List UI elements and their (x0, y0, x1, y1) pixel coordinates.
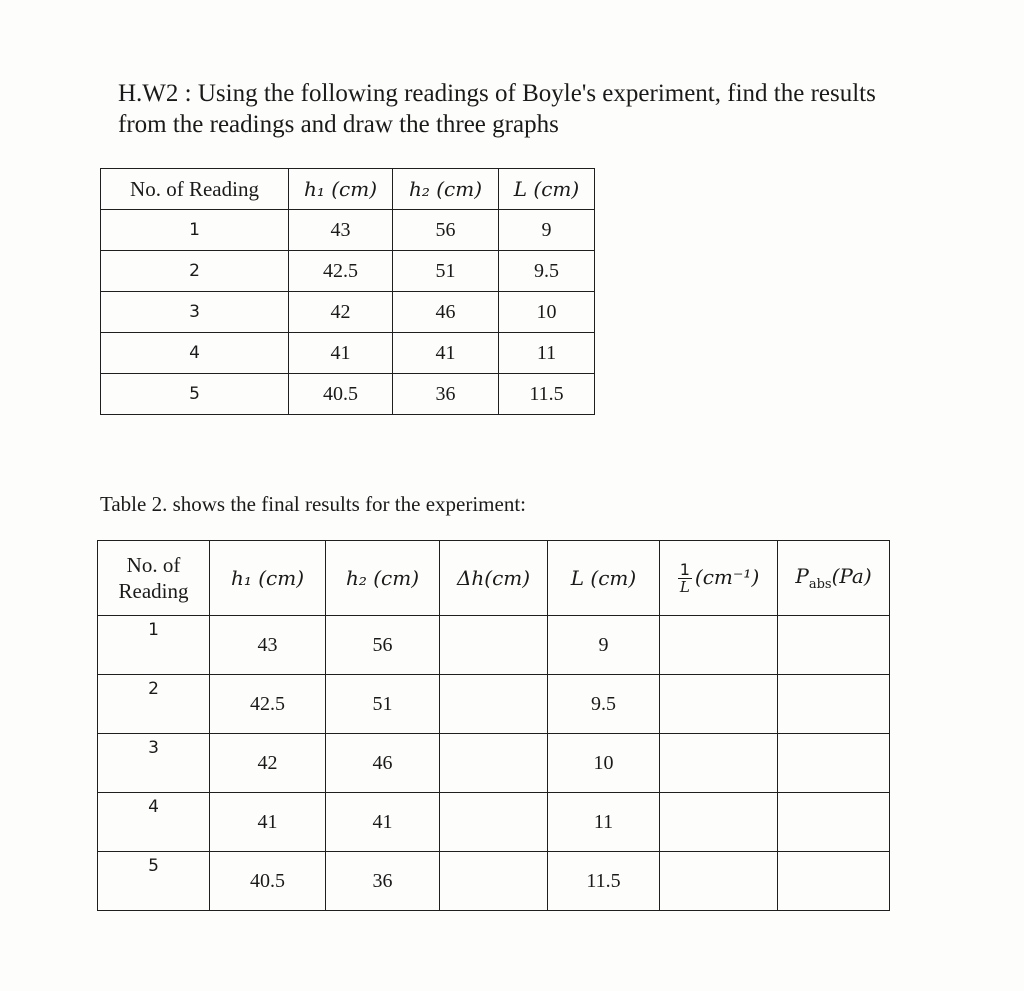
cell-h1: 42.5 (289, 251, 393, 292)
cell-reading-no: 1 (98, 616, 210, 675)
cell-h1: 42 (289, 292, 393, 333)
cell-h2: 36 (393, 374, 499, 415)
header-inverse-length (660, 541, 778, 616)
header-h2: h₂ (cm) (326, 541, 440, 616)
cell-absolute-pressure (778, 793, 890, 852)
cell-length: 11.5 (499, 374, 595, 415)
cell-reading-no: 5 (98, 852, 210, 911)
cell-h2: 51 (393, 251, 499, 292)
cell-absolute-pressure (778, 734, 890, 793)
cell-delta-h (440, 675, 548, 734)
table-row (101, 251, 595, 292)
header-h1: h₁ (cm) (289, 169, 393, 210)
cell-length: 11.5 (548, 852, 660, 911)
cell-reading-no: 5 (101, 374, 289, 415)
table-row (98, 793, 890, 852)
homework-heading (118, 78, 978, 140)
cell-reading-no: 3 (98, 734, 210, 793)
cell-reading-no: 1 (101, 210, 289, 251)
cell-reading-no: 2 (101, 251, 289, 292)
cell-inverse-length (660, 616, 778, 675)
cell-delta-h (440, 616, 548, 675)
cell-reading-no: 4 (98, 793, 210, 852)
cell-absolute-pressure (778, 616, 890, 675)
cell-h1: 43 (210, 616, 326, 675)
cell-delta-h (440, 734, 548, 793)
cell-h2: 51 (326, 675, 440, 734)
cell-length: 10 (499, 292, 595, 333)
table2-caption: Table 2. shows the final results for the experiment: (100, 492, 526, 516)
table-row (98, 734, 890, 793)
cell-length: 9 (548, 616, 660, 675)
cell-length: 9.5 (548, 675, 660, 734)
table-row (101, 210, 595, 251)
header-delta-h: Δh(cm) (440, 541, 548, 616)
header-length: L (cm) (548, 541, 660, 616)
table-header-row (101, 169, 595, 210)
header-no-of-line: No. of (126, 553, 181, 577)
readings-table (100, 168, 595, 415)
fraction-numerator: 1 (679, 559, 690, 579)
cell-length: 11 (499, 333, 595, 374)
header-length: L (cm) (499, 169, 595, 210)
pressure-unit: (Pa) (831, 564, 872, 588)
table-row (101, 333, 595, 374)
cell-length: 9.5 (499, 251, 595, 292)
header-h2: h₂ (cm) (393, 169, 499, 210)
table-row (98, 852, 890, 911)
cell-h1: 40.5 (289, 374, 393, 415)
cell-h1: 41 (210, 793, 326, 852)
table-header-row (98, 541, 890, 616)
header-absolute-pressure (778, 541, 890, 616)
pressure-symbol: P (795, 564, 809, 588)
table-row (101, 292, 595, 333)
fraction-one-over-l (678, 559, 692, 596)
fraction-denominator: L (679, 577, 690, 596)
inverse-length-unit: (cm⁻¹) (694, 564, 760, 589)
cell-length: 11 (548, 793, 660, 852)
heading-line-2: from the readings and draw the three graphs (118, 111, 559, 138)
heading-line-1: H.W2 : Using the following readings of Boyle's experiment, find the results (118, 80, 876, 107)
cell-h2: 56 (326, 616, 440, 675)
cell-inverse-length (660, 734, 778, 793)
cell-inverse-length (660, 793, 778, 852)
header-h1: h₁ (cm) (210, 541, 326, 616)
cell-h2: 46 (393, 292, 499, 333)
cell-length: 9 (499, 210, 595, 251)
cell-h2: 41 (326, 793, 440, 852)
cell-absolute-pressure (778, 675, 890, 734)
cell-reading-no: 2 (98, 675, 210, 734)
cell-h1: 40.5 (210, 852, 326, 911)
cell-h1: 42 (210, 734, 326, 793)
cell-delta-h (440, 852, 548, 911)
cell-h1: 43 (289, 210, 393, 251)
header-no-of-reading (98, 541, 210, 616)
header-reading-line: Reading (118, 579, 189, 603)
cell-reading-no: 3 (101, 292, 289, 333)
cell-inverse-length (660, 852, 778, 911)
cell-inverse-length (660, 675, 778, 734)
cell-h2: 36 (326, 852, 440, 911)
pressure-subscript: abs (808, 577, 832, 592)
cell-length: 10 (548, 734, 660, 793)
cell-h2: 46 (326, 734, 440, 793)
cell-h1: 42.5 (210, 675, 326, 734)
header-no-of-reading: No. of Reading (101, 169, 289, 210)
table-row (98, 616, 890, 675)
cell-h2: 56 (393, 210, 499, 251)
results-table (97, 540, 890, 911)
table-row (98, 675, 890, 734)
cell-absolute-pressure (778, 852, 890, 911)
cell-reading-no: 4 (101, 333, 289, 374)
table-row (101, 374, 595, 415)
cell-h1: 41 (289, 333, 393, 374)
cell-delta-h (440, 793, 548, 852)
cell-h2: 41 (393, 333, 499, 374)
